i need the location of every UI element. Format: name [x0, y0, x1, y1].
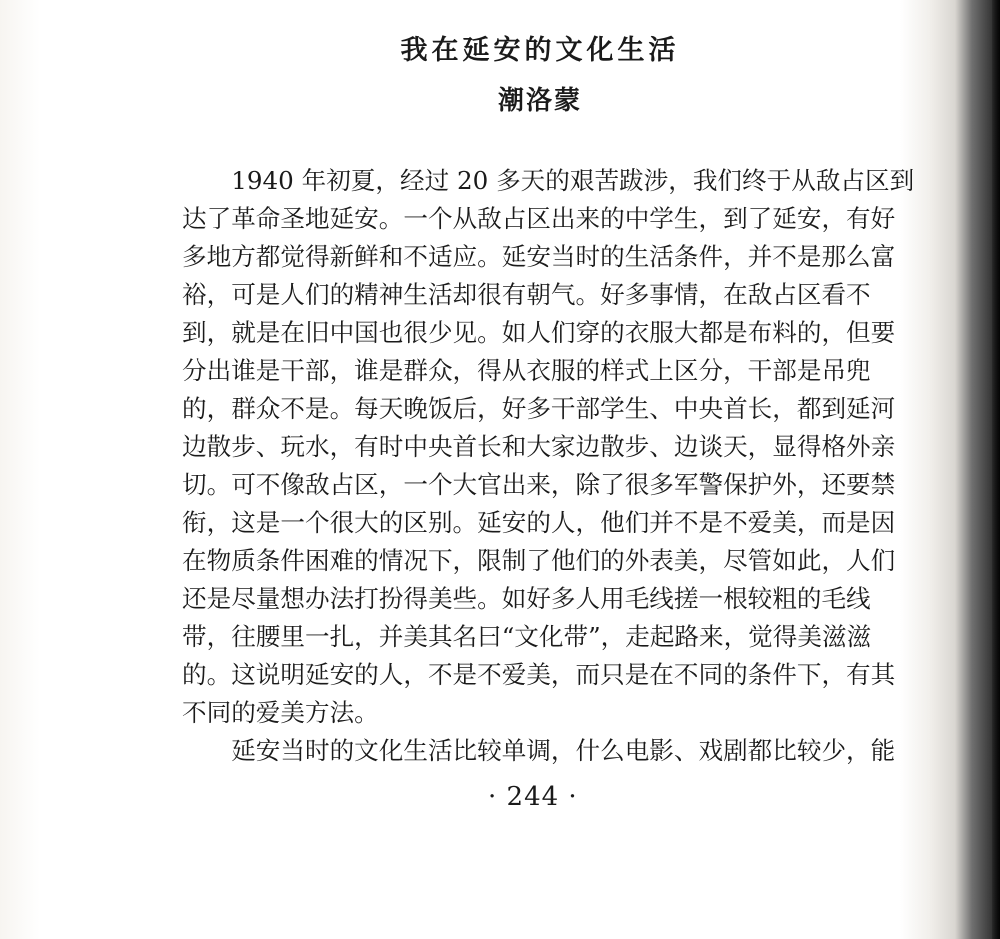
text-line: 裕，可是人们的精神生活却很有朝气。好多事情，在敌占区看不: [182, 280, 871, 309]
author-name: 潮洛蒙: [497, 86, 582, 116]
text-line: 到，就是在旧中国也很少见。如人们穿的衣服大都是布料的，但要: [182, 318, 896, 347]
text-line: 达了革命圣地延安。一个从敌占区出来的中学生，到了延安，有好: [182, 204, 896, 233]
text-line: 带，往腰里一扎，并美其名曰“文化带”，走起路来，觉得美滋滋: [182, 622, 872, 651]
page-number: · 244 ·: [488, 782, 578, 812]
binding-shadow: [992, 0, 1000, 939]
text-line: 延安当时的文化生活比较单调，什么电影、戏剧都比较少，能: [182, 736, 896, 765]
text-line: 不同的爱美方法。: [182, 698, 379, 727]
text-line: 的，群众不是。每天晚饭后，好多干部学生、中央首长，都到延河: [182, 394, 896, 423]
text-line: 切。可不像敌占区，一个大官出来，除了很多军警保护外，还要禁: [182, 470, 896, 499]
text-line: 衔，这是一个很大的区别。延安的人，他们并不是不爱美，而是因: [182, 508, 896, 537]
text-line: 1940 年初夏，经过 20 多天的艰苦跋涉，我们终于从敌占区到: [182, 166, 915, 195]
chapter-title: 我在延安的文化生活: [400, 35, 680, 66]
text-line: 多地方都觉得新鲜和不适应。延安当时的生活条件，并不是那么富: [182, 242, 896, 271]
text-line: 还是尽量想办法打扮得美些。如好多人用毛线搓一根较粗的毛线: [182, 584, 871, 613]
text-line: 在物质条件困难的情况下，限制了他们的外表美，尽管如此，人们: [182, 546, 896, 575]
text-line: 分出谁是干部，谁是群众，得从衣服的样式上区分，干部是吊兜: [182, 356, 871, 385]
text-line: 的。这说明延安的人，不是不爱美，而只是在不同的条件下，有其: [182, 660, 896, 689]
body-text: [182, 162, 915, 770]
text-line: 边散步、玩水，有时中央首长和大家边散步、边谈天，显得格外亲: [182, 432, 896, 461]
